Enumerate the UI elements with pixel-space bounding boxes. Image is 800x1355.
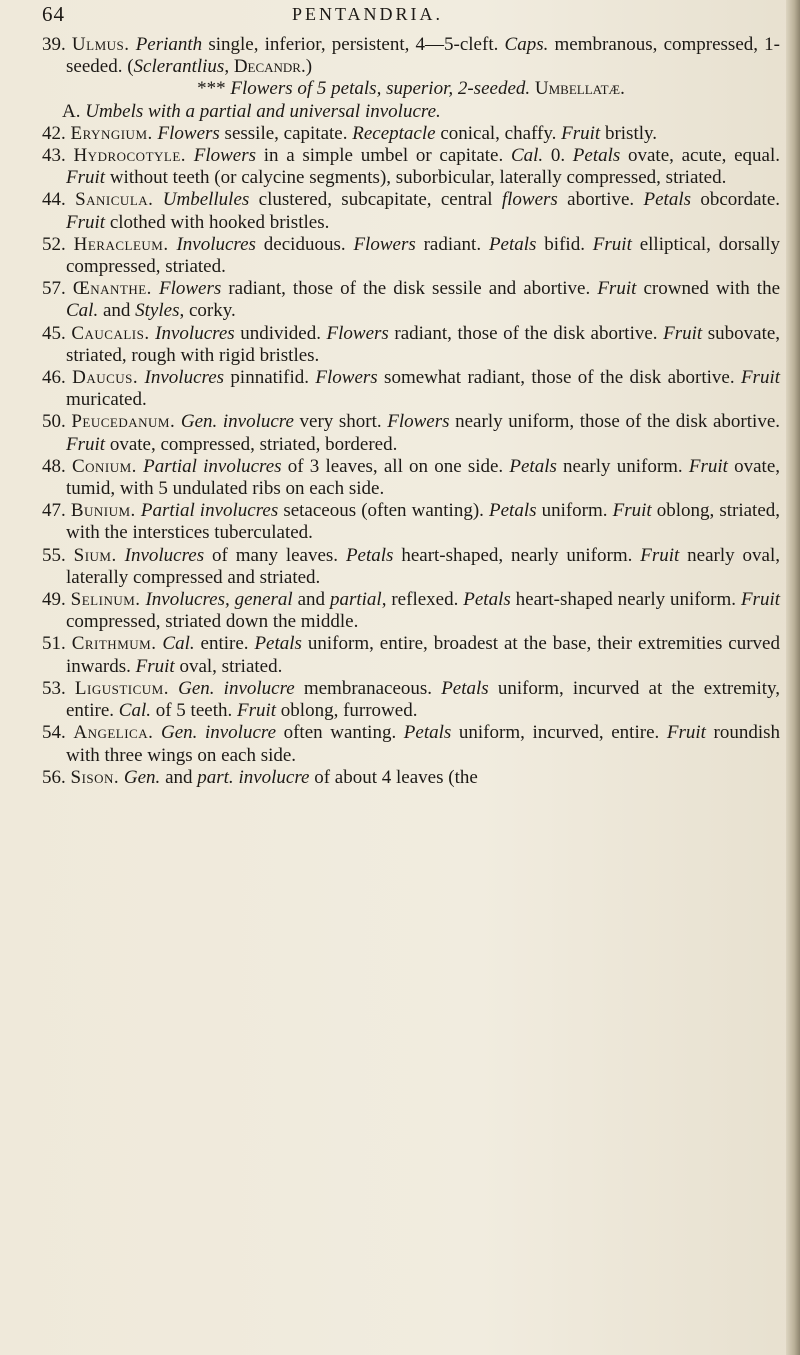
italic-term: Fruit	[640, 544, 680, 566]
entry-number: 47.	[42, 500, 71, 522]
italic-term: Fruit	[663, 322, 703, 344]
text-run: radiant, those of the disk abortive.	[388, 322, 664, 344]
running-head: PENTANDRIA.	[292, 4, 444, 24]
genus-entry	[42, 34, 780, 78]
entry-number: 43.	[42, 145, 74, 167]
genus-entry	[42, 633, 780, 677]
italic-term: Flowers	[315, 367, 378, 389]
text-run: 0.	[543, 145, 573, 167]
italic-term: Fruit	[740, 589, 781, 611]
italic-term: Fruit	[666, 722, 706, 744]
text-run: ovate, tumid, with 5 undulated ribs on each side.	[66, 455, 780, 500]
italic-term: Petals	[489, 500, 537, 522]
italic-term: Partial involucres	[140, 500, 279, 522]
italic-term: Petals	[572, 145, 621, 167]
italic-term: Petals	[345, 544, 394, 566]
text-run: in a simple umbel or capitate.	[256, 145, 511, 167]
text-run: bifid.	[536, 233, 593, 255]
italic-term: Cal.	[162, 633, 195, 655]
text-run	[152, 278, 159, 299]
genus-entry	[42, 234, 780, 278]
italic-term: Fruit	[592, 233, 632, 255]
entry-number: 44.	[42, 189, 76, 211]
text-run: without teeth (or calycine segments), suborbicular, laterally compressed, striated.	[105, 167, 727, 189]
text-run: heart-shaped nearly uniform.	[510, 589, 741, 611]
genus-entry	[42, 323, 780, 367]
text-run: pinnatifid.	[224, 367, 316, 389]
genus-name: Œnanthe.	[72, 278, 152, 300]
italic-term: Petals	[403, 722, 452, 744]
text-run: deciduous.	[255, 233, 354, 255]
italic-term: Fruit	[688, 455, 728, 477]
genus-entry	[42, 145, 780, 189]
text-run: nearly uniform.	[556, 455, 689, 477]
entry-number: 56.	[42, 766, 71, 788]
text-run: of about 4 leaves (the	[309, 766, 478, 788]
italic-term: Fruit	[66, 167, 106, 189]
smallcaps-term: Umbellatæ.	[534, 78, 625, 100]
italic-term: Receptacle	[352, 122, 436, 144]
text-run: muricated.	[66, 389, 147, 411]
text-run: membranaceous.	[294, 677, 442, 699]
text-run: very short.	[293, 411, 388, 433]
text-run: and	[292, 589, 330, 611]
genus-name: Caucalis.	[71, 322, 150, 344]
genus-name: Conium.	[71, 455, 137, 477]
entry-number: 50.	[42, 411, 72, 433]
text-run: and	[160, 766, 198, 788]
text-run: nearly uniform, those of the disk abortive.	[449, 411, 781, 433]
genus-name: Sium.	[73, 544, 117, 566]
genus-name: Angelica.	[73, 722, 154, 744]
italic-term: Cal.	[118, 700, 151, 722]
entry-number: 48.	[42, 455, 72, 477]
text-run: setaceous (often wanting).	[278, 500, 489, 522]
genus-name: Peucedanum.	[71, 411, 176, 433]
text-run: bristly.	[600, 122, 658, 144]
text-run: entire.	[194, 633, 255, 655]
italic-term: Fruit	[740, 367, 781, 389]
italic-term: part.	[197, 766, 234, 788]
entry-number: 51.	[42, 633, 72, 655]
entry-number: 49.	[42, 589, 71, 611]
entry-number: 42.	[42, 122, 71, 144]
text-run: nearly oval, laterally compressed and striated.	[66, 544, 781, 588]
entry-number: 55.	[42, 544, 74, 566]
genus-entry	[42, 123, 780, 145]
section-heading	[42, 78, 780, 100]
italic-term: Flowers	[387, 411, 450, 433]
italic-term: Petals	[254, 633, 302, 655]
italic-term: Fruit	[66, 433, 106, 455]
italic-term: Involucres	[124, 544, 205, 566]
text-run	[153, 189, 162, 210]
page-edge	[786, 0, 800, 1355]
text-run: roundish with three wings on each side.	[66, 722, 781, 766]
text-run: radiant.	[415, 233, 489, 255]
text-run: somewhat radiant, those of the disk abortive.	[377, 367, 741, 389]
text-run: ovate, compressed, striated, bordered.	[105, 433, 398, 455]
text-run: ,	[224, 56, 234, 78]
text-run: ***	[197, 78, 231, 100]
italic-term: Flowers	[159, 278, 222, 300]
italic-term: partial	[329, 589, 382, 611]
italic-term: Perianth	[135, 34, 203, 55]
italic-term: Petals	[463, 589, 511, 611]
italic-term: Caps.	[504, 34, 549, 55]
genus-entry	[42, 411, 780, 455]
italic-term: Gen. involucre	[180, 411, 294, 433]
entry-number: 46.	[42, 367, 73, 389]
text-run: single, inferior, persistent, 4—5-cleft.	[202, 34, 505, 55]
italic-term: Fruit	[236, 700, 277, 722]
italic-term: flowers	[501, 189, 558, 211]
italic-term: Petals	[488, 233, 537, 255]
italic-term: Fruit	[66, 211, 106, 233]
text-run: clustered, subcapitate, central	[249, 189, 502, 211]
text-run: of many leaves.	[204, 544, 346, 566]
genus-name: Sison.	[70, 766, 120, 788]
text-run: membranous, compressed, 1-seeded. (	[66, 34, 781, 78]
text-run: uniform, entire, broadest at the base, their extremities curved inwards.	[66, 633, 780, 677]
genus-entry	[42, 278, 780, 322]
genus-name: Crithmum.	[71, 633, 157, 655]
genus-name: Heracleum.	[73, 233, 169, 255]
text-run: )	[305, 56, 313, 78]
genus-name: Selinum.	[70, 589, 141, 611]
text-run: crowned with the	[636, 278, 781, 300]
italic-term: Flowers	[157, 122, 220, 144]
italic-term: Involucres	[155, 322, 235, 344]
italic-term: Involucres, general	[145, 589, 293, 611]
italic-term: Cal.	[66, 300, 99, 322]
italic-term: Flowers	[193, 145, 257, 167]
italic-term: Sclerantlius	[133, 56, 225, 78]
italic-term: Fruit	[135, 655, 175, 677]
entry-number: 45.	[42, 322, 72, 344]
text-run: compressed, striated down the middle.	[66, 611, 359, 633]
page-header	[42, 2, 762, 32]
italic-term: involucre	[238, 766, 310, 788]
genus-name: Ulmus.	[71, 34, 130, 55]
text-run: of 3 leaves, all on one side.	[281, 455, 510, 477]
text-run: undivided.	[234, 322, 327, 344]
smallcaps-term: Decandr.	[233, 56, 306, 78]
page-number: 64	[42, 2, 65, 26]
genus-name: Sanicula.	[75, 189, 154, 211]
entry-number: 52.	[42, 233, 74, 255]
genus-entry	[42, 722, 780, 766]
subsection-heading	[62, 101, 780, 123]
text-run	[169, 678, 178, 699]
italic-term: Flowers	[326, 322, 389, 344]
text-run: sessile, capitate.	[219, 122, 353, 144]
italic-term: Flowers of 5 petals, superior, 2-seeded.	[230, 78, 531, 100]
italic-term: Petals	[509, 455, 557, 477]
genus-name: Daucus.	[72, 367, 139, 389]
text-run: abortive.	[557, 189, 644, 211]
genus-name: Bunium.	[70, 500, 136, 522]
text-run: , reflexed.	[381, 589, 464, 611]
text-run: clothed with hooked bristles.	[105, 211, 330, 233]
text-run: uniform, incurved at the extremity, entire.	[66, 677, 781, 722]
text-run: radiant, those of the disk sessile and abortive.	[221, 278, 598, 300]
text-run: ovate, acute, equal.	[620, 145, 781, 167]
text-run: uniform, incurved, entire.	[451, 722, 667, 744]
italic-term: Fruit	[597, 278, 637, 300]
italic-term: Petals	[441, 677, 489, 699]
genus-entry	[42, 767, 780, 789]
italic-term: Gen. involucre	[160, 722, 277, 744]
italic-term: Cal.	[510, 145, 544, 167]
genus-entry	[42, 456, 780, 500]
genus-entry	[42, 589, 780, 633]
entry-number: 39.	[42, 34, 72, 55]
text-run	[117, 545, 125, 566]
text-run: obcordate.	[691, 189, 781, 211]
text-run: , corky.	[179, 300, 236, 322]
text-run: uniform.	[536, 500, 613, 522]
text-run	[186, 145, 194, 166]
italic-term: Involucres	[144, 367, 225, 389]
text-run: subovate, striated, rough with rigid bristles.	[66, 322, 781, 366]
italic-term: Fruit	[612, 500, 652, 522]
entry-number: 54.	[42, 722, 74, 744]
text-run: elliptical, dorsally compressed, striated.	[66, 233, 780, 278]
genus-name: Hydrocotyle.	[73, 145, 187, 167]
italic-term: Umbels with a partial and universal involucre.	[85, 100, 441, 122]
genus-entry	[42, 189, 780, 233]
italic-term: Gen. involucre	[178, 677, 295, 699]
text-run: oval, striated.	[174, 655, 283, 677]
genus-entry	[42, 545, 780, 589]
page-body	[42, 34, 780, 789]
italic-term: Involucres	[176, 233, 256, 255]
entry-number: 57.	[42, 278, 73, 300]
genus-name: Eryngium.	[70, 122, 153, 144]
text-run: oblong, furrowed.	[276, 700, 418, 722]
genus-entry	[42, 367, 780, 411]
genus-entry	[42, 500, 780, 544]
italic-term: Flowers	[353, 233, 416, 255]
text-run: of 5 teeth.	[150, 700, 237, 722]
genus-name: Ligusticum.	[74, 677, 169, 699]
text-run: often wanting.	[276, 722, 404, 744]
text-run: conical, chaffy.	[435, 122, 562, 144]
text-run	[153, 722, 161, 743]
text-run: and	[98, 300, 136, 322]
genus-entry	[42, 678, 780, 722]
italic-term: Partial involucres	[143, 455, 282, 477]
entry-number: 53.	[42, 677, 75, 699]
italic-term: Styles	[135, 300, 180, 322]
text-run: oblong, striated, with the interstices tuberculated.	[66, 500, 781, 544]
italic-term: Gen.	[123, 766, 161, 788]
text-run: heart-shaped, nearly uniform.	[393, 544, 641, 566]
italic-term: Fruit	[561, 122, 601, 144]
text-run: A.	[62, 100, 86, 122]
italic-term: Petals	[643, 189, 692, 211]
italic-term: Umbellules	[162, 189, 250, 211]
